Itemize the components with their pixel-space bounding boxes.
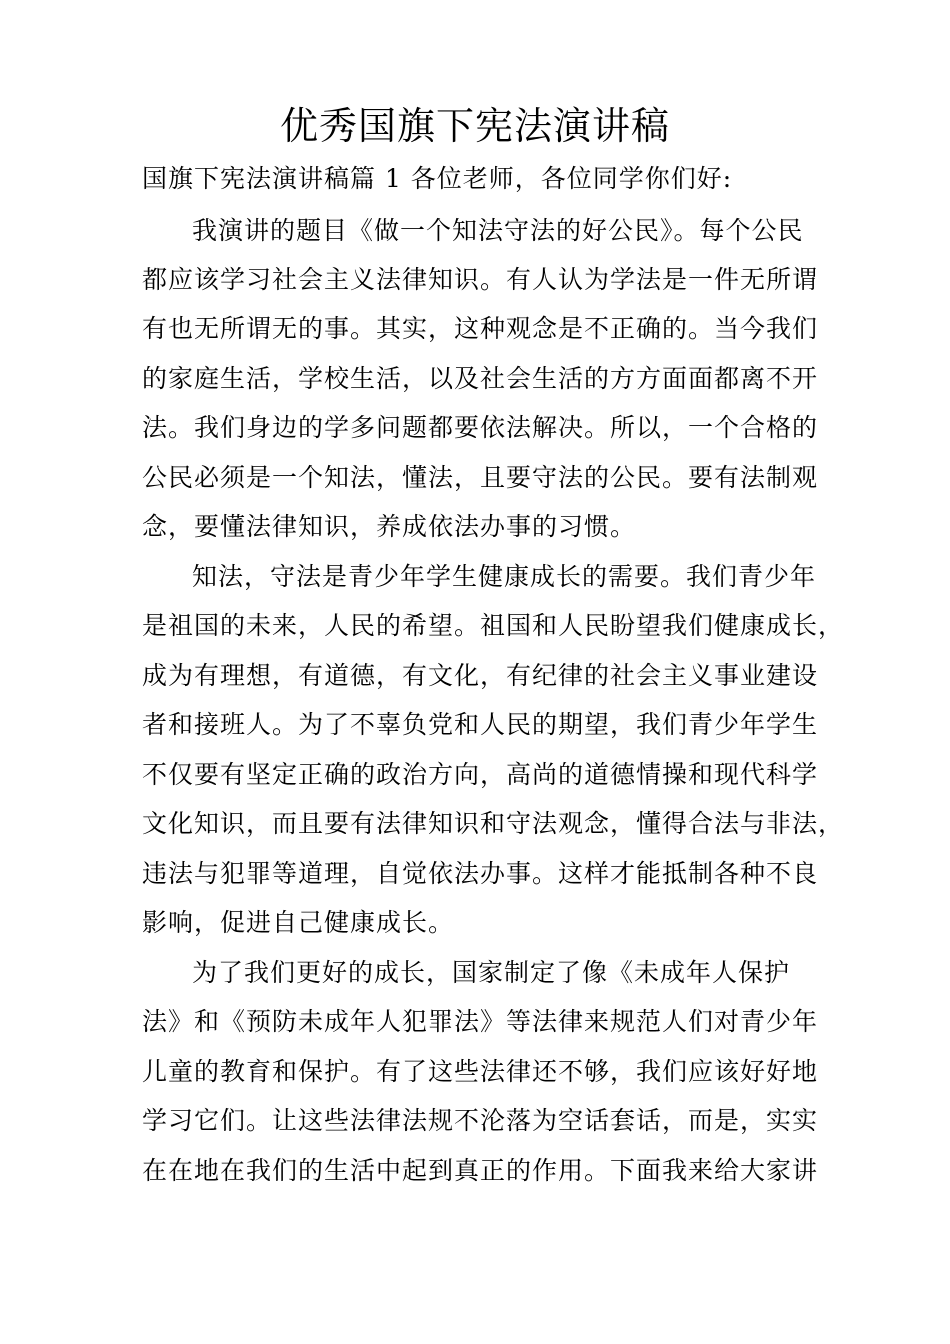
text-line: 法。我们身边的学多问题都要依法解决。所以，一个合格的 — [142, 413, 819, 442]
text-line: 的家庭生活，学校生活，以及社会生活的方方面面都离不开 — [142, 364, 819, 393]
text-line: 知法，守法是青少年学生健康成长的需要。我们青少年 — [192, 562, 817, 591]
text-line: 学习它们。让这些法律法规不沦落为空话套话，而是，实实 — [142, 1106, 819, 1135]
text-line: 国旗下宪法演讲稿篇 1 各位老师，各位同学你们好: — [142, 164, 733, 193]
text-line: 儿童的教育和保护。有了这些法律还不够，我们应该好好地 — [142, 1057, 819, 1086]
text-line: 文化知识，而且要有法律知识和守法观念，懂得合法与非法， — [142, 809, 845, 838]
text-line: 者和接班人。为了不辜负党和人民的期望，我们青少年学生 — [142, 710, 819, 739]
text-line: 违法与犯罪等道理，自觉依法办事。这样才能抵制各种不良 — [142, 859, 819, 888]
text-line: 是祖国的未来，人民的希望。祖国和人民盼望我们健康成长， — [142, 611, 845, 640]
text-line: 成为有理想，有道德，有文化，有纪律的社会主义事业建设 — [142, 661, 819, 690]
text-line: 我演讲的题目《做一个知法守法的好公民》。每个公民 — [192, 216, 804, 245]
text-line: 在在地在我们的生活中起到真正的作用。下面我来给大家讲 — [142, 1156, 819, 1185]
text-line: 不仅要有坚定正确的政治方向，高尚的道德情操和现代科学 — [142, 760, 819, 789]
text-line: 公民必须是一个知法，懂法，且要守法的公民。要有法制观 — [142, 463, 819, 492]
text-line: 都应该学习社会主义法律知识。有人认为学法是一件无所谓 — [142, 265, 819, 294]
text-line: 为了我们更好的成长，国家制定了像《未成年人保护 — [192, 958, 791, 987]
document-title: 优秀国旗下宪法演讲稿 — [279, 104, 670, 148]
text-line: 影响，促进自己健康成长。 — [142, 908, 455, 937]
text-line: 有也无所谓无的事。其实，这种观念是不正确的。当今我们 — [142, 314, 819, 343]
text-line: 法》和《预防未成年人犯罪法》等法律来规范人们对青少年 — [142, 1007, 819, 1036]
text-line: 念，要懂法律知识，养成依法办事的习惯。 — [142, 512, 637, 541]
